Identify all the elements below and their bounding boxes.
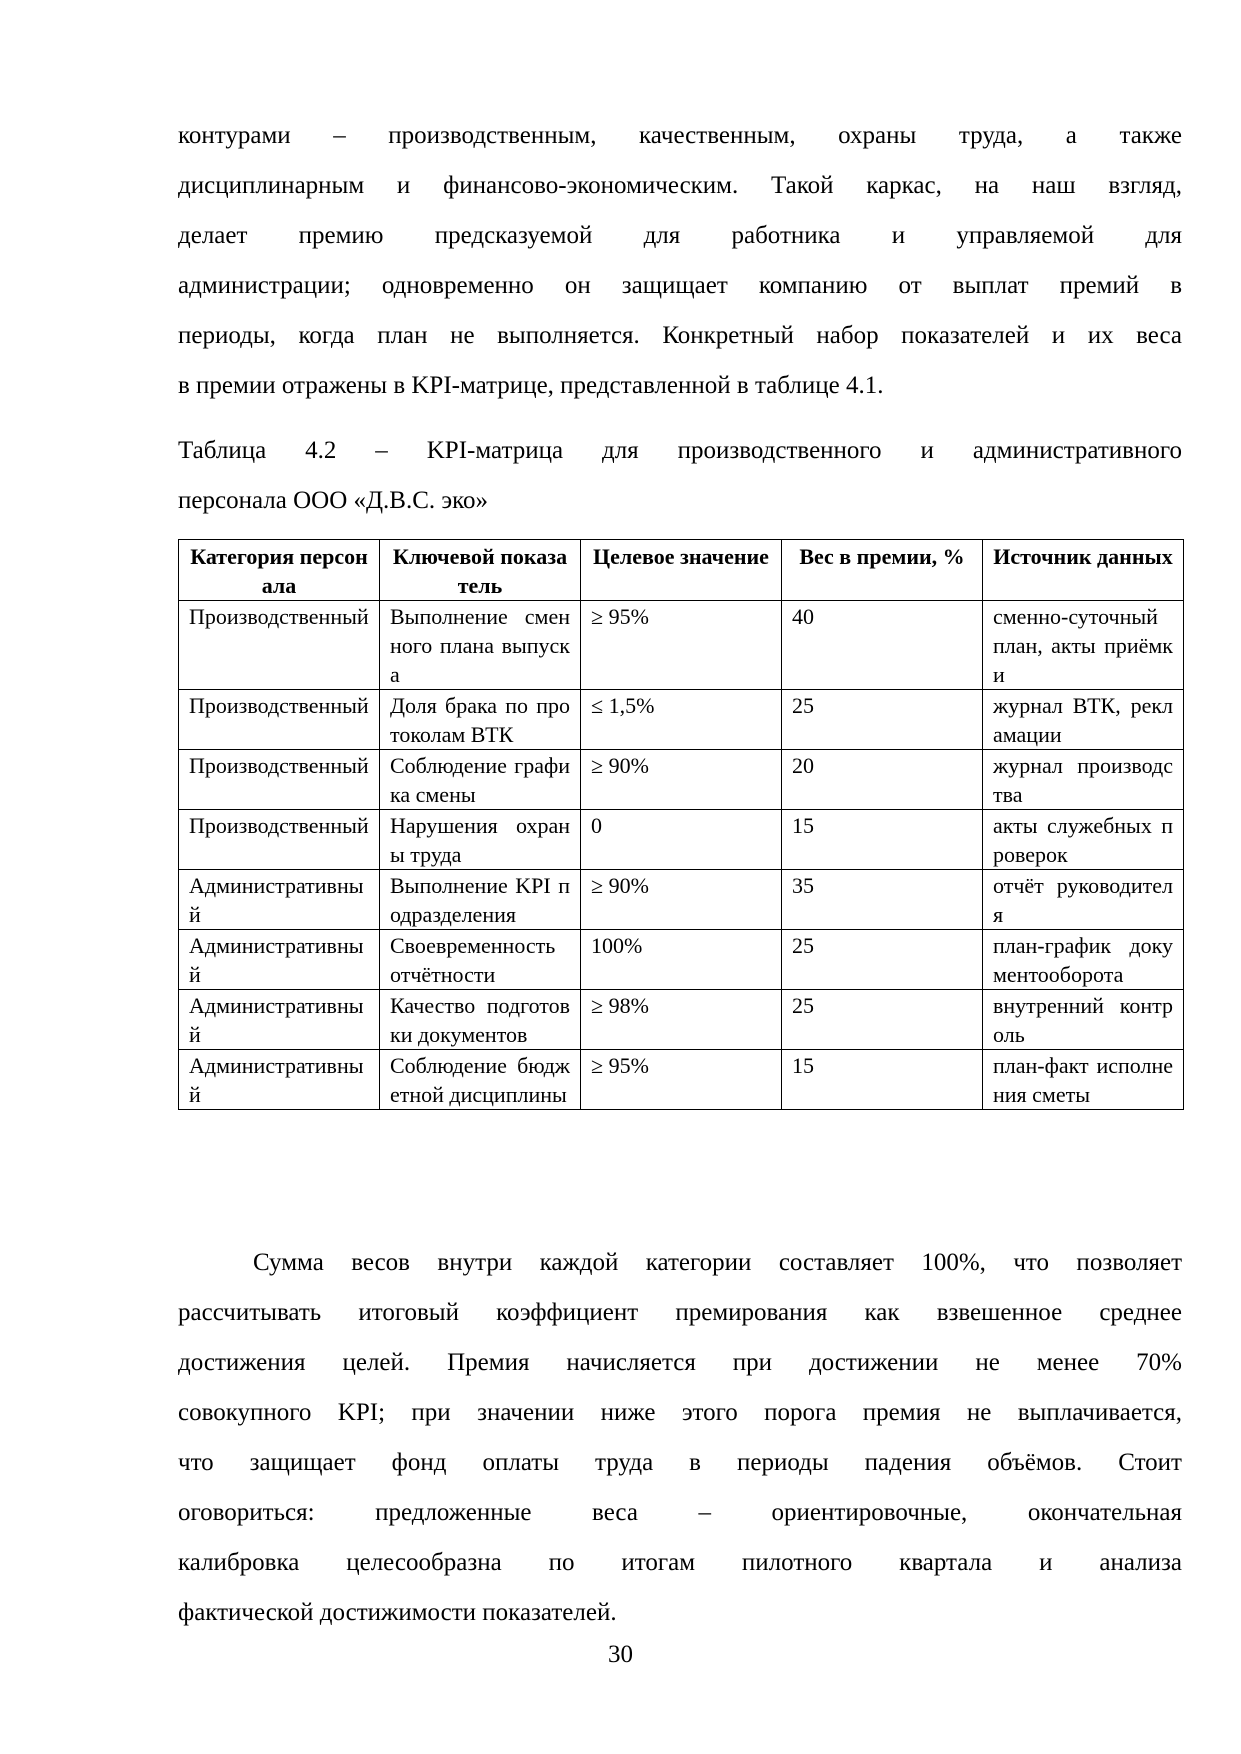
cell-weight: 15 — [782, 810, 983, 870]
cell-indicator: Выполнение KPI подразделения — [380, 870, 581, 930]
cell-indicator: Доля брака по протоколам ВТК — [380, 690, 581, 750]
text-line: администрации; одновременно он защищает компанию от выплат премий в — [178, 272, 1182, 299]
cell-target: ≤ 1,5% — [581, 690, 782, 750]
table-row — [179, 870, 1184, 930]
paragraph-conclusion — [178, 1238, 1182, 1638]
table-row — [179, 690, 1184, 750]
cell-source: журнал ВТК, рекламации — [983, 690, 1184, 750]
table-row — [179, 990, 1184, 1050]
caption-line: персонала ООО «Д.В.С. эко» — [178, 487, 489, 514]
cell-source: план-график документооборота — [983, 930, 1184, 990]
table-row — [179, 1050, 1184, 1110]
text-line: контурами – производственным, качественным, охраны труда, а также — [178, 122, 1182, 149]
text-line: Сумма весов внутри каждой категории составляет 100%, что позволяет — [253, 1249, 1182, 1276]
table-header-row — [179, 540, 1184, 601]
cell-weight: 35 — [782, 870, 983, 930]
cell-category: Производственный — [179, 810, 380, 870]
table-row — [179, 930, 1184, 990]
cell-category: Административный — [179, 930, 380, 990]
text-line: калибровка целесообразна по итогам пилотного квартала и анализа — [178, 1549, 1182, 1576]
text-line: что защищает фонд оплаты труда в периоды падения объёмов. Стоит — [178, 1449, 1182, 1476]
cell-source: акты служебных проверок — [983, 810, 1184, 870]
cell-category: Производственный — [179, 601, 380, 690]
cell-indicator: Качество подготовки документов — [380, 990, 581, 1050]
cell-weight: 25 — [782, 930, 983, 990]
cell-weight: 40 — [782, 601, 983, 690]
text-line: делает премию предсказуемой для работника и управляемой для — [178, 222, 1182, 249]
cell-source: журнал производства — [983, 750, 1184, 810]
cell-category: Производственный — [179, 690, 380, 750]
cell-target: 0 — [581, 810, 782, 870]
text-line: дисциплинарным и финансово-экономическим. Такой каркас, на наш взгляд, — [178, 172, 1182, 199]
cell-target: ≥ 95% — [581, 601, 782, 690]
text-line: оговориться: предложенные веса – ориентировочные, окончательная — [178, 1499, 1182, 1526]
cell-target: 100% — [581, 930, 782, 990]
table-row — [179, 750, 1184, 810]
cell-indicator: Соблюдение графика смены — [380, 750, 581, 810]
cell-weight: 20 — [782, 750, 983, 810]
cell-source: план-факт исполнения сметы — [983, 1050, 1184, 1110]
cell-indicator: Нарушения охраны труда — [380, 810, 581, 870]
cell-weight: 15 — [782, 1050, 983, 1110]
text-line: в премии отражены в KPI-матрице, представленной в таблице 4.1. — [178, 372, 884, 399]
page-number: 30 — [608, 1641, 633, 1668]
cell-target: ≥ 90% — [581, 750, 782, 810]
paragraph-intro — [178, 111, 1182, 411]
cell-source: сменно-суточный план, акты приёмки — [983, 601, 1184, 690]
text-line: периоды, когда план не выполняется. Конкретный набор показателей и их веса — [178, 322, 1182, 349]
cell-category: Производственный — [179, 750, 380, 810]
cell-target: ≥ 98% — [581, 990, 782, 1050]
cell-target: ≥ 95% — [581, 1050, 782, 1110]
header-target: Целевое значение — [581, 540, 782, 601]
text-line: совокупного KPI; при значении ниже этого порога премия не выплачивается, — [178, 1399, 1182, 1426]
header-weight: Вес в премии, % — [782, 540, 983, 601]
cell-category: Административный — [179, 990, 380, 1050]
table-row — [179, 601, 1184, 690]
cell-weight: 25 — [782, 990, 983, 1050]
cell-indicator: Соблюдение бюджетной дисциплины — [380, 1050, 581, 1110]
cell-category: Административный — [179, 870, 380, 930]
cell-weight: 25 — [782, 690, 983, 750]
caption-line: Таблица 4.2 – KPI-матрица для производственного и административного — [178, 437, 1182, 464]
text-line: достижения целей. Премия начисляется при достижении не менее 70% — [178, 1349, 1182, 1376]
cell-category: Административный — [179, 1050, 380, 1110]
cell-source: внутренний контроль — [983, 990, 1184, 1050]
header-category: Категория персонала — [179, 540, 380, 601]
cell-source: отчёт руководителя — [983, 870, 1184, 930]
text-line: рассчитывать итоговый коэффициент премирования как взвешенное среднее — [178, 1299, 1182, 1326]
kpi-matrix-table — [178, 539, 1184, 1110]
text-line: фактической достижимости показателей. — [178, 1599, 617, 1626]
table-row — [179, 810, 1184, 870]
cell-target: ≥ 90% — [581, 870, 782, 930]
cell-indicator: Своевременность отчётности — [380, 930, 581, 990]
cell-indicator: Выполнение сменного плана выпуска — [380, 601, 581, 690]
header-source: Источник данных — [983, 540, 1184, 601]
table-caption — [178, 426, 1182, 526]
header-indicator: Ключевой показатель — [380, 540, 581, 601]
